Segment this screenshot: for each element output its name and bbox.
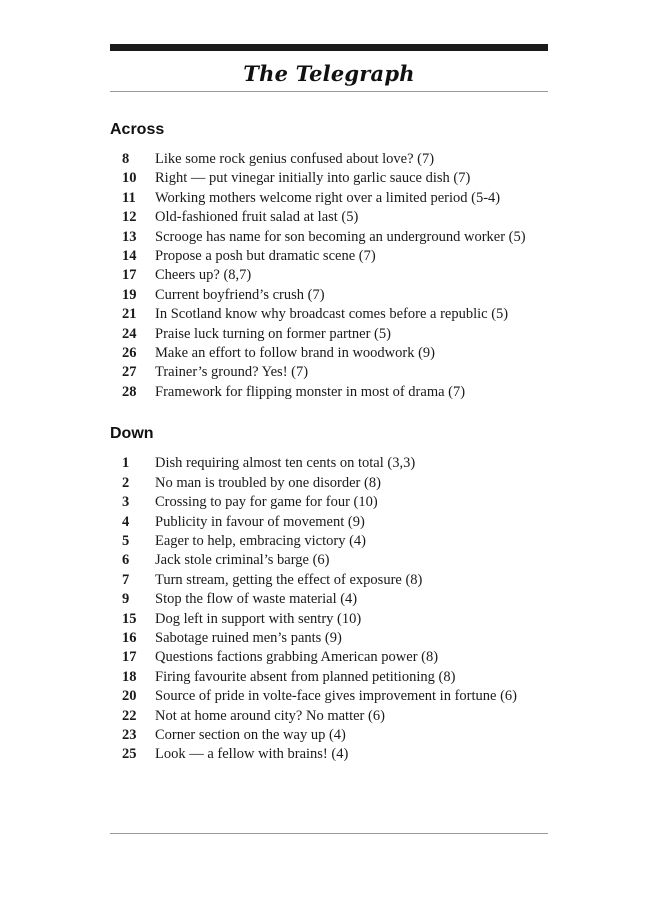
across-clue (110, 383, 548, 402)
clue-text: Crossing to pay for game for four (10) (155, 494, 378, 511)
down-clue (110, 687, 548, 706)
clue-text: Like some rock genius confused about love? (7) (155, 151, 435, 167)
down-clue (110, 493, 548, 512)
across-clue (110, 363, 548, 382)
clue-text: Propose a posh but dramatic scene (7) (155, 248, 376, 265)
clue-text: Turn stream, getting the effect of exposure (8) (155, 571, 423, 588)
clue-number: 26 (122, 345, 137, 362)
across-clue (110, 208, 548, 227)
clue-text: Questions factions grabbing American power (8) (155, 649, 439, 666)
clue-text: Trainer’s ground? Yes! (7) (155, 364, 309, 381)
clue-number: 11 (122, 189, 136, 206)
clue-number: 7 (122, 571, 130, 588)
across-clue (110, 305, 548, 324)
clue-number: 16 (122, 629, 137, 646)
masthead-logo: The Telegraph (243, 61, 415, 86)
masthead-divider (110, 91, 548, 92)
across-clue (110, 266, 548, 285)
clue-text: Framework for flipping monster in most of drama (7) (155, 383, 466, 400)
clue-number: 4 (122, 513, 130, 530)
clue-text: Source of pride in volte-face gives improvement in fortune (6) (155, 688, 517, 705)
crossword-clues-page (110, 44, 548, 765)
clue-number: 23 (122, 726, 137, 743)
clue-text: Jack stole criminal’s barge (6) (155, 552, 330, 569)
down-clue (110, 707, 548, 726)
down-clue (110, 648, 548, 667)
across-heading: Across (110, 121, 165, 138)
clue-text: In Scotland know why broadcast comes before a republic (5) (155, 306, 509, 323)
clue-number: 20 (122, 688, 137, 705)
clue-number: 14 (122, 248, 137, 265)
clue-text: Stop the flow of waste material (4) (155, 591, 358, 608)
clue-number: 15 (122, 610, 137, 627)
across-clue (110, 247, 548, 266)
clue-text: Sabotage ruined men’s pants (9) (155, 629, 342, 646)
clue-number: 12 (122, 209, 137, 226)
clue-number: 1 (122, 455, 130, 472)
clue-text: Look — a fellow with brains! (4) (155, 746, 349, 763)
clue-number: 10 (122, 170, 137, 187)
clue-number: 8 (122, 151, 130, 167)
clue-number: 18 (122, 668, 137, 685)
down-clue (110, 532, 548, 551)
clue-text: Firing favourite absent from planned petitioning (8) (155, 668, 456, 685)
clue-text: Publicity in favour of movement (9) (155, 513, 365, 530)
clue-text: Dog left in support with sentry (10) (155, 610, 362, 627)
down-heading: Down (110, 425, 154, 443)
across-clue (110, 189, 548, 208)
clue-number: 6 (122, 552, 130, 569)
clue-number: 13 (122, 228, 137, 245)
across-clue (110, 325, 548, 344)
clue-text: Dish requiring almost ten cents on total (3,3) (155, 455, 416, 472)
down-clue-list (110, 454, 548, 765)
clue-text: Not at home around city? No matter (6) (155, 707, 385, 724)
clue-text: Current boyfriend’s crush (7) (155, 286, 325, 303)
down-clue (110, 745, 548, 764)
down-clue (110, 454, 548, 473)
clue-number: 21 (122, 306, 137, 323)
clue-number: 28 (122, 383, 137, 400)
top-thick-rule (110, 44, 548, 51)
clue-text: Praise luck turning on former partner (5) (155, 325, 391, 342)
clue-number: 27 (122, 364, 137, 381)
down-clue (110, 610, 548, 629)
down-clue (110, 629, 548, 648)
clue-text: Right — put vinegar initially into garlic sauce dish (7) (155, 170, 471, 187)
clue-text: No man is troubled by one disorder (8) (155, 474, 381, 491)
clue-text: Make an effort to follow brand in woodwork (9) (155, 345, 435, 362)
clue-number: 9 (122, 591, 130, 608)
clue-text: Old-fashioned fruit salad at last (5) (155, 209, 359, 226)
down-clue (110, 590, 548, 609)
clue-number: 19 (122, 286, 137, 303)
clue-number: 5 (122, 532, 130, 549)
across-clue (110, 169, 548, 188)
clue-number: 25 (122, 746, 137, 763)
clue-number: 22 (122, 707, 137, 724)
down-clue (110, 513, 548, 532)
clue-number: 17 (122, 649, 137, 666)
clue-number: 3 (122, 494, 130, 511)
clue-number: 17 (122, 267, 137, 284)
clue-number: 2 (122, 474, 130, 491)
across-clue (110, 344, 548, 363)
down-clue (110, 474, 548, 493)
clue-text: Working mothers welcome right over a limited period (5-4) (155, 189, 501, 206)
clue-text: Eager to help, embracing victory (4) (155, 532, 366, 549)
down-clue (110, 571, 548, 590)
across-clue (110, 150, 548, 169)
down-clue (110, 668, 548, 687)
across-clue (110, 228, 548, 247)
clue-text: Cheers up? (8,7) (155, 267, 252, 284)
bottom-divider (110, 833, 548, 834)
across-clue (110, 286, 548, 305)
clue-text: Corner section on the way up (4) (155, 726, 346, 743)
across-clue-list (110, 150, 548, 402)
clue-number: 24 (122, 325, 137, 342)
down-clue (110, 726, 548, 745)
clue-text: Scrooge has name for son becoming an underground worker (5) (155, 228, 526, 245)
down-clue (110, 551, 548, 570)
